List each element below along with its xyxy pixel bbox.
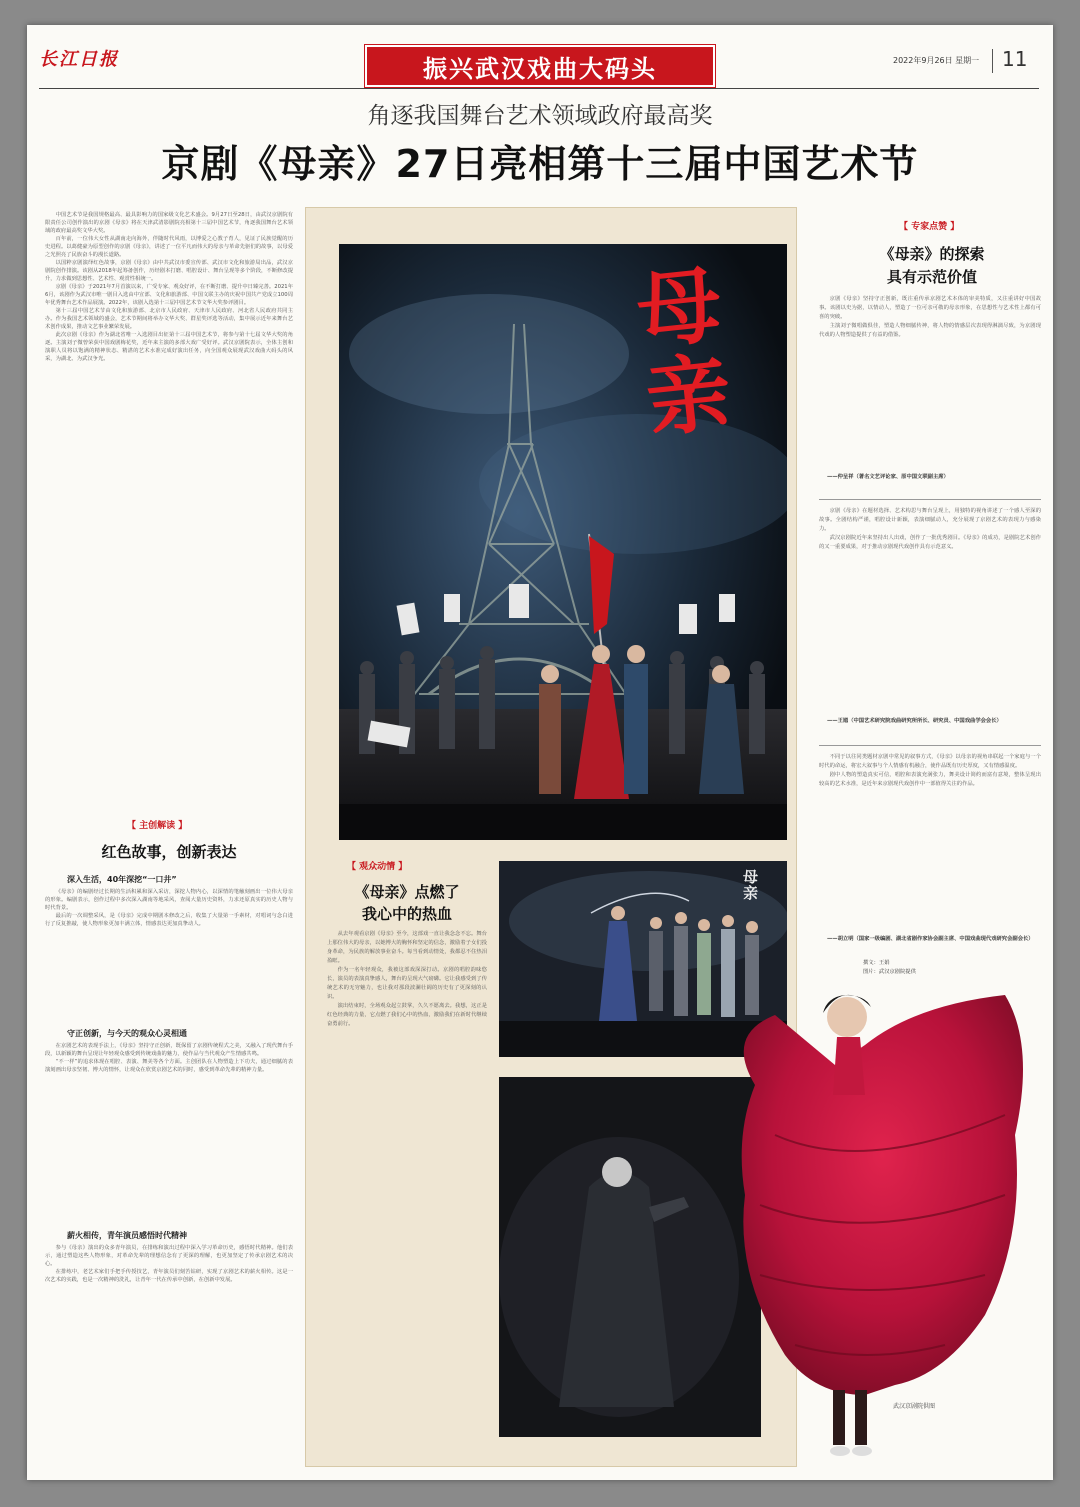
creators-section-3 (45, 1244, 293, 1454)
stage-photo-main (339, 244, 787, 840)
lead-article (45, 211, 293, 801)
headline-subtitle: 角逐我国舞台艺术领域政府最高奖 (367, 103, 713, 129)
lead-paragraph: 百年前，一位伟大女性从湖南走向海外，伴随时代风雨，以博爱之心教子育人，见证了民族觉醒的历史进程。以葛健豪为原型创作的京剧《母亲》，讲述了一位平凡而伟大的母亲与革命先驱们的故事，以母爱之光照亮了民族奋斗的漫长道路。 (45, 236, 293, 258)
section-label-experts: 【 专家点赞 】 (899, 222, 960, 232)
divider (819, 499, 1041, 500)
section-title-audience-2: 我心中的热血 (361, 905, 452, 923)
body-paragraph: “不一样”的追求体现在唱腔、表演、舞美等各个方面。主创团队在人物塑造上下功夫，通过细腻的表演刻画出母亲坚韧、博大的情怀，让观众在欣赏京剧艺术的同时，感受到革命先辈的精神力量。 (45, 1059, 293, 1073)
page-number-divider (992, 49, 993, 73)
section-banner: 振兴武汉戏曲大码头 (365, 45, 715, 87)
body-paragraph: 作为一名年轻观众，我被这部戏深深打动。京剧的唱腔韵味悠长，演员的表演真挚感人，舞台的呈现大气磅礴。它让我感受到了传统艺术的无穷魅力，也让我对那段波澜壮阔的历史有了更深刻的认识。 (327, 967, 487, 1000)
headline-title: 京剧《母亲》27日亮相第十三届中国艺术节 (161, 142, 919, 186)
lead-paragraph: 京剧《母亲》于2021年7月首演以来，广受专家、观众好评，在不断打磨、提升中日臻完善。2021年6月，该剧作为武汉市唯一剧目入选由中宣部、文化和旅游部、中国文联主办的庆祝中国共产党成立100周年优秀舞台艺术作品展演。2022年，该剧入选第十三届中国艺术节文华大奖参评剧目。 (45, 284, 293, 306)
section-title-audience-1: 《母亲》点燃了 (354, 883, 460, 901)
section-label-creators: 【 主创解读 】 (127, 821, 188, 831)
audience-article (327, 930, 487, 1440)
subheading-succession: 薪火相传，青年演员感悟时代精神 (67, 1231, 187, 1240)
page-number: 11 (1002, 47, 1028, 71)
body-paragraph: 参与《母亲》演出的众多青年演员，在排练和演出过程中深入学习革命历史，感悟时代精神。他们表示，通过塑造这些人物形象，对革命先辈的理想信念有了更深的理解，也更加坚定了传承京剧艺术的决心。 (45, 1245, 293, 1267)
lead-paragraph: 中国艺术节是我国规格最高、最具影响力的国家级文化艺术盛会。9月27日至28日，由武汉京剧院有限责任公司创作演出的京剧《母亲》将在天津武清影剧院亮相第十三届中国艺术节，角逐我国舞台艺术领域的政府最高奖文华大奖。 (45, 212, 293, 234)
body-paragraph: 武汉京剧院近年来坚持出人出戏，创作了一批优秀剧目。《母亲》的成功，是剧院艺术创作的又一重要成果，对于推动京剧现代戏创作具有示范意义。 (819, 535, 1041, 550)
creators-section-2 (45, 1042, 293, 1232)
body-paragraph: 京剧《母亲》坚持守正创新，既注重传承京剧艺术本体的审美特质，又注重讲好中国故事。该剧以史为据，以情动人，塑造了一位可亲可敬的母亲形象，在思想性与艺术性上都有可喜的突破。 (819, 296, 1041, 320)
header-rule (39, 88, 1039, 89)
expert-review-3 (819, 753, 1041, 933)
masthead-logo: 长江日报 (39, 49, 119, 70)
issue-date: 2022年9月26日 星期一 (893, 56, 980, 65)
body-paragraph: 京剧《母亲》在题材选择、艺术构思与舞台呈现上，用独特的视角讲述了一个感人至深的故事。全剧结构严谨，唱腔设计新颖，表演细腻动人，充分展现了京剧艺术的表现力与感染力。 (819, 508, 1041, 532)
expert-signature-1: ——仲呈祥（著名文艺评论家、原中国文联副主席） (827, 474, 949, 480)
section-label-audience: 【 观众动情 】 (347, 862, 408, 872)
lead-paragraph: 以国粹京剧演绎红色故事，京剧《母亲》由中共武汉市委宣传部、武汉市文化和旅游局出品，武汉京剧院创作排演。该剧从2018年起筹备创作，历经剧本打磨、唱腔设计、舞台呈现等多个阶段，不断修改提升，力求做到思想性、艺术性、观赏性相统一。 (45, 260, 293, 282)
section-title-experts-2: 具有示范价值 (886, 268, 977, 286)
divider (819, 745, 1041, 746)
creators-section-1 (45, 888, 293, 1048)
section-title-creators: 红色故事，创新表达 (101, 843, 237, 861)
newspaper-page (27, 25, 1053, 1480)
body-paragraph: 演出结束时，全场观众起立鼓掌，久久不愿离去。我想，这正是红色经典的力量，它点燃了我们心中的热血，激励我们在新时代继续奋勇前行。 (327, 1003, 487, 1027)
body-paragraph: 在京剧艺术的表现手法上，《母亲》坚持守正创新，既保留了京剧传统程式之美，又融入了现代舞台手段，以新颖的舞台呈现让年轻观众感受到传统戏曲的魅力，使作品与当代观众产生情感共鸣。 (45, 1043, 293, 1057)
production-logo-small: 母亲 (743, 868, 759, 902)
body-paragraph: 不同于以往同类题材京剧中常见的叙事方式，《母亲》以母亲的视角串联起一个家庭与一个时代的命运，将宏大叙事与个人情感有机融合，使作品既有历史厚度，又有情感温度。 (819, 754, 1041, 769)
expert-review-1 (819, 295, 1041, 475)
body-paragraph: 《母亲》的编剧经过长期的生活积累和深入采访，深挖人物内心，以深情的笔触刻画出一位伟大母亲的形象。编剧表示，创作过程中多次深入湖南等地采风，查阅大量历史资料，力求还原真实的历史人物与时代背景。 (45, 889, 293, 911)
body-paragraph: 从去年观看京剧《母亲》至今，这部戏一直让我念念不忘。舞台上那位伟大的母亲，以她博大的胸怀和坚定的信念，激励着子女们投身革命，为民族的解放事业奋斗。每当看到动情处，我都忍不住热泪盈眶。 (327, 931, 487, 964)
subheading-deep-life: 深入生活，40年深挖“一口井” (67, 875, 177, 884)
byline-photo: 图片：武汉京剧院提供 (863, 969, 916, 975)
body-paragraph: 主演刘子微唱做俱佳，塑造人物细腻传神，将人物的情感层次表现得淋漓尽致，为京剧现代戏的人物塑造提供了有益的借鉴。 (819, 323, 1041, 338)
stage-title-calligraphy: 母亲 (632, 254, 736, 449)
byline-author: 撰文：王娟 (863, 960, 890, 966)
lead-paragraph: 第十三届中国艺术节由文化和旅游部、北京市人民政府、天津市人民政府、河北省人民政府共同主办。作为我国艺术领域的盛会，艺术节期间将举办文华大奖、群星奖评选等活动，集中展示近年来舞台艺术创作成果，推动文艺事业繁荣发展。 (45, 308, 293, 330)
body-paragraph: 最后的一次调整采风，是《母亲》完成中期剧本修改之后，收集了大量第一手素材，对唱词与念白进行了反复推敲，使人物形象更加丰满立体，情感表达更加真挚动人。 (45, 913, 293, 927)
dancer-cutout (715, 975, 1045, 1465)
lead-paragraph: 此次京剧《母亲》作为湖北省唯一入选剧目出征第十三届中国艺术节，将参与第十七届文华大奖的角逐。主演刘子微曾荣获中国戏剧梅花奖，近年来主演的多部大戏广受好评。武汉京剧院表示，全体主创和演职人员将以饱满的精神状态、精湛的艺术水准完成好演出任务，向全国观众展现武汉戏曲大码头的风采，为湖北、为武汉争光。 (45, 332, 293, 362)
subheading-innovation: 守正创新，与今天的观众心灵相通 (67, 1029, 187, 1038)
expert-review-2 (819, 507, 1041, 717)
photo-credit: 武汉京剧院供图 (893, 1403, 936, 1410)
body-paragraph: 剧中人物的塑造真实可信，唱腔和表演充满张力，舞美设计简约而富有意境，整体呈现出较高的艺术水准，是近年来京剧现代戏创作中一部值得关注的作品。 (819, 772, 1041, 787)
expert-signature-3: ——胡立明（国家一级编剧、湖北省剧作家协会副主席、中国戏曲现代戏研究会副会长） (827, 936, 1034, 942)
body-paragraph: 在排练中，老艺术家们手把手传授技艺，青年演员们刻苦钻研，实现了京剧艺术的薪火相传。这是一次艺术的实践，也是一次精神的洗礼，让青年一代在传承中创新，在创新中发展。 (45, 1269, 293, 1283)
dancer-red-dress-illustration (715, 975, 1045, 1465)
section-title-experts-1: 《母亲》的探索 (879, 245, 985, 263)
expert-signature-2: ——王馗（中国艺术研究院戏曲研究所所长、研究员、中国戏曲学会会长） (827, 718, 1002, 724)
